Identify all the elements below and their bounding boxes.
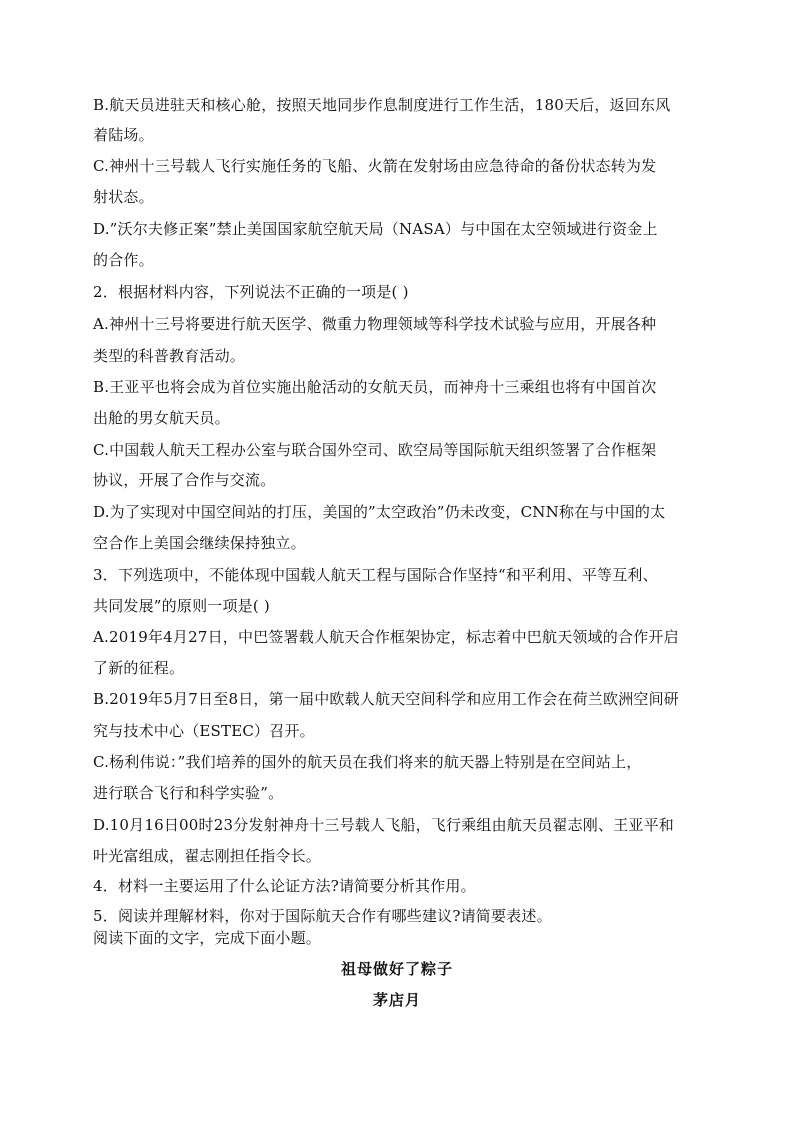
- text-line: B.航天员进驻天和核心舱，按照天地同步作息制度进行工作生活，180天后，返回东风: [93, 96, 671, 114]
- question-3: 3．下列选项中，不能体现中国载人航天工程与国际合作坚持“和平利用、平等互利、: [93, 566, 658, 584]
- text-line: B.2019年5月7日至8日，第一届中欧载人航天空间科学和应用工作会在荷兰欧洲空间研: [93, 690, 679, 708]
- text-line: D.10月16日00时23分发射神舟十三号载人飞船，飞行乘组由航天员翟志刚、王亚平和: [93, 816, 675, 834]
- text-line: 究与技术中心（ESTEC）召开。: [93, 722, 315, 740]
- text-line: 了新的征程。: [93, 659, 185, 677]
- text-line: 出舱的男女航天员。: [93, 409, 230, 427]
- question-4: 4．材料一主要运用了什么论证方法?请简要分析其作用。: [93, 877, 476, 895]
- story-author: 茅店月: [372, 991, 421, 1009]
- text-line: 协议，开展了合作与交流。: [93, 471, 276, 489]
- text-line: C.杨利伟说：”我们培养的国外的航天员在我们将来的航天器上特别是在空间站上，: [93, 753, 642, 771]
- text-line: A.2019年4月27日，中巴签署载人航天合作框架协定，标志着中巴航天领域的合作开启: [93, 628, 679, 646]
- text-line: 进行联合飞行和科学实验”。: [93, 784, 284, 802]
- text-line: 射状态。: [93, 188, 154, 206]
- text-line: D.为了实现对中国空间站的打压，美国的”太空政治”仍未改变，CNN称在与中国的太: [93, 503, 666, 521]
- text-line: C.神州十三号载人飞行实施任务的飞船、火箭在发射场由应急待命的备份状态转为发: [93, 157, 657, 175]
- reading-instruction: 阅读下面的文字，完成下面小题。: [93, 929, 322, 947]
- text-line: 叶光富组成，翟志刚担任指令长。: [93, 847, 322, 865]
- text-line: D.”沃尔夫修正案”禁止美国国家航空航天局（NASA）与中国在太空领域进行资金上: [93, 220, 658, 238]
- text-line: 的合作。: [93, 251, 154, 269]
- text-line: B.王亚平也将会成为首位实施出舱活动的女航天员，而神舟十三乘组也将有中国首次: [93, 378, 657, 396]
- text-line: C.中国载人航天工程办公室与联合国外空司、欧空局等国际航天组织签署了合作框架: [93, 441, 657, 459]
- question-5: 5．阅读并理解材料，你对于国际航天合作有哪些建议?请简要表述。: [93, 907, 552, 925]
- text-line: A.神州十三号将要进行航天医学、微重力物理领域等科学技术试验与应用，开展各种: [93, 315, 657, 333]
- text-line: 类型的科普教育活动。: [93, 347, 246, 365]
- text-line: 空合作上美国会继续保持独立。: [93, 534, 306, 552]
- question-2: 2．根据材料内容，下列说法不正确的一项是( ): [93, 283, 409, 301]
- story-title: 祖母做好了粽子: [340, 960, 453, 978]
- text-line: 着陆场。: [93, 126, 154, 144]
- text-line: 共同发展”的原则一项是( ): [93, 597, 270, 615]
